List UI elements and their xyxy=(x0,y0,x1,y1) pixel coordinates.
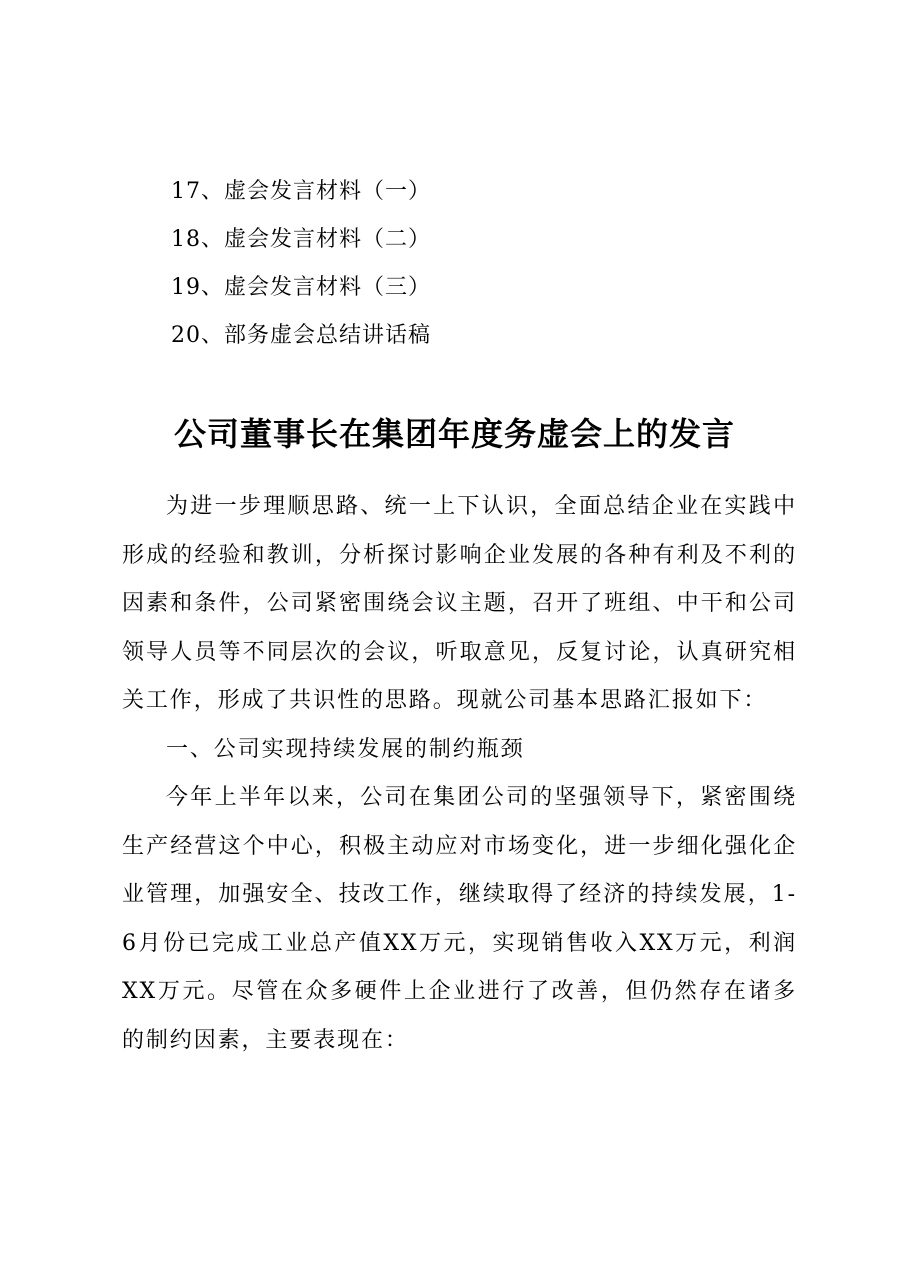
section-heading: 一、公司实现持续发展的制约瓶颈 xyxy=(166,736,525,762)
toc-item: 19、虚会发言材料（三） xyxy=(171,275,431,300)
article-title: 公司董事长在集团年度务虚会上的发言 xyxy=(173,415,735,453)
toc-item: 20、部务虚会总结讲话稿 xyxy=(171,323,431,348)
article-body xyxy=(122,483,797,1065)
intro-paragraph: 为进一步理顺思路、统一上下认识，全面总结企业在实践中形成的经验和教训，分析探讨影响企业发展的各种有利及不利的因素和条件，公司紧密围绕会议主题，召开了班组、中干和公司领导人员等不同层次的会议，听取意见，反复讨论，认真研究相关工作，形成了共识性的思路。现就公司基本思路汇报如下： xyxy=(122,494,797,713)
body-paragraph: 今年上半年以来，公司在集团公司的坚强领导下，紧密围绕生产经营这个中心，积极主动应对市场变化，进一步细化强化企业管理，加强安全、技改工作，继续取得了经济的持续发展，1-6月份已完成工业总产值XX万元，实现销售收入XX万元，利润XX万元。尽管在众多硬件上企业进行了改善，但仍然存在诸多的制约因素，主要表现在： xyxy=(122,785,797,1053)
toc-item: 18、虚会发言材料（二） xyxy=(171,227,431,252)
table-of-contents xyxy=(171,168,771,360)
toc-item: 17、虚会发言材料（一） xyxy=(171,179,431,204)
